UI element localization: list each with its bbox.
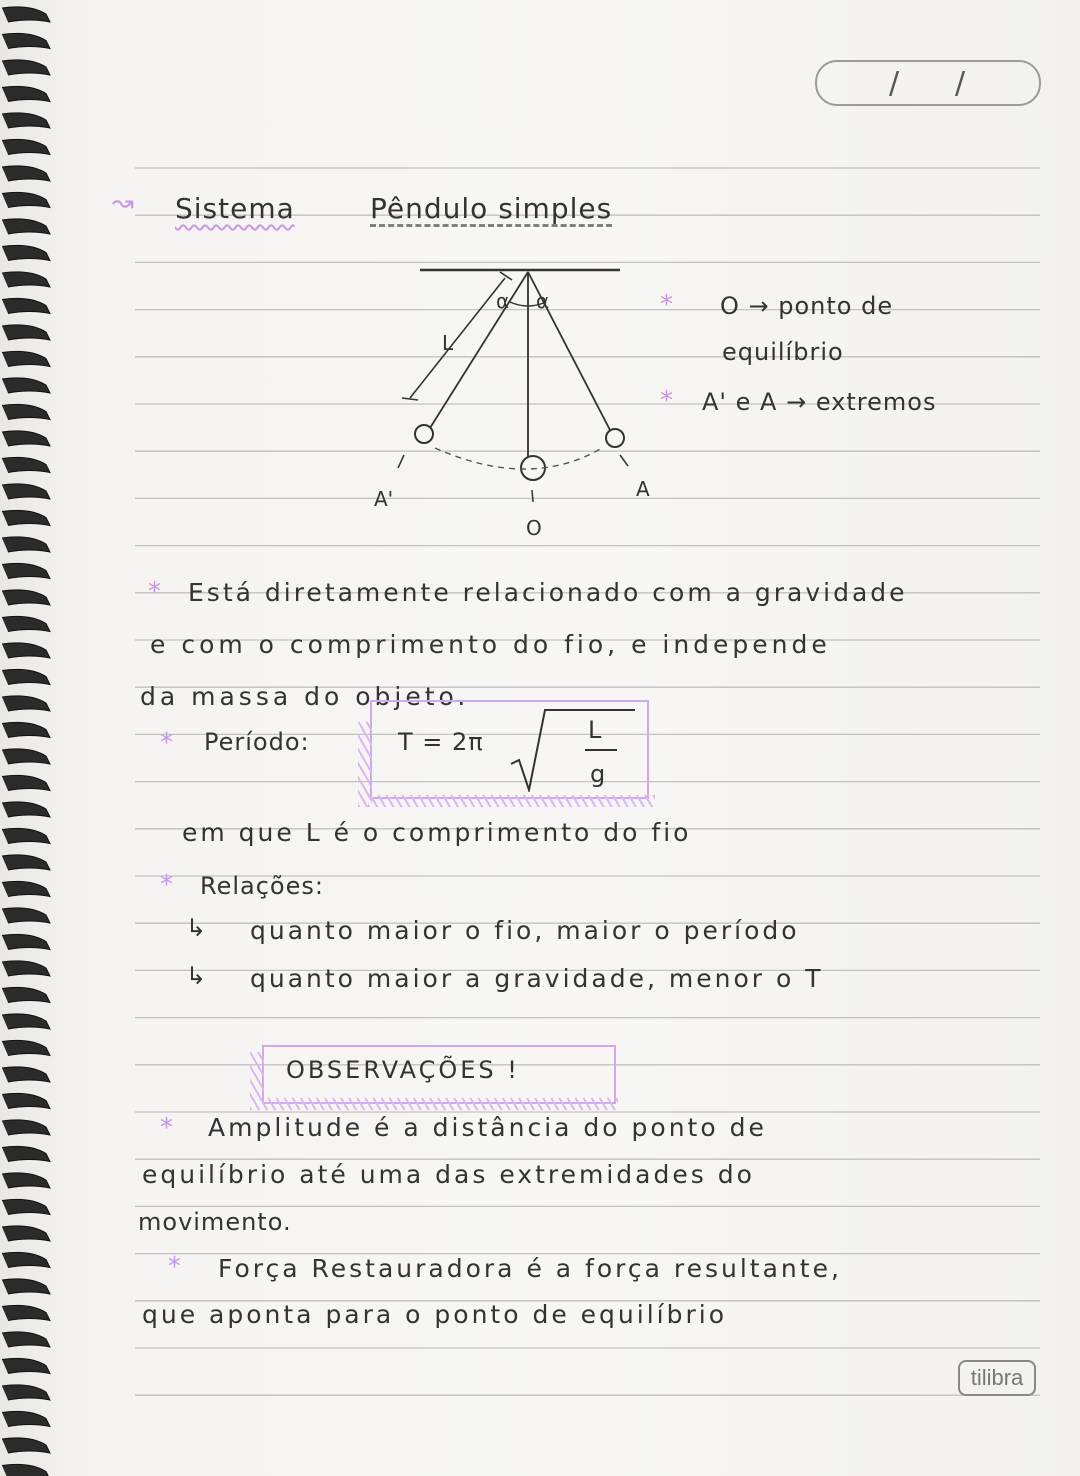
- amplitude-line-3: movimento.: [138, 1208, 292, 1236]
- legend-line-2: equilíbrio: [722, 338, 844, 366]
- label-a-prime: A': [374, 487, 394, 511]
- date-box[interactable]: [815, 60, 1041, 106]
- formula-denominator: g: [590, 760, 607, 788]
- length-marker: [410, 278, 505, 398]
- relation-2: quanto maior a gravidade, menor o T: [250, 964, 824, 993]
- star-icon: *: [160, 870, 174, 900]
- star-icon: *: [660, 386, 674, 416]
- star-icon: *: [160, 1113, 174, 1143]
- formula-lhs: T = 2π: [398, 728, 484, 756]
- formula-shadow: [358, 722, 372, 807]
- body-line-3: da massa do objeto.: [140, 682, 470, 711]
- title-arrow-icon: ↝: [112, 188, 135, 218]
- star-icon: *: [160, 728, 174, 758]
- date-separator: /: [889, 66, 900, 101]
- star-icon: *: [168, 1252, 182, 1282]
- relacoes-label: Relações:: [200, 872, 324, 900]
- bob-left: [415, 425, 433, 443]
- star-icon: *: [148, 577, 162, 607]
- arrow-icon: ↳: [186, 914, 208, 942]
- relation-1: quanto maior o fio, maior o período: [250, 916, 800, 945]
- legend-line-3: A' e A → extremos: [702, 388, 937, 416]
- periodo-label: Período:: [204, 728, 310, 756]
- angle-label-right: α: [536, 289, 550, 313]
- body-line-1: Está diretamente relacionado com a gravidade: [188, 578, 908, 607]
- formula-shadow: [368, 795, 655, 807]
- obs-shadow: [258, 1098, 618, 1110]
- bob-right: [606, 429, 624, 447]
- forca-line-1: Força Restauradora é a força resultante,: [218, 1254, 842, 1283]
- amplitude-line-2: equilíbrio até uma das extremidades do: [142, 1160, 755, 1189]
- title-pendulo: Pêndulo simples: [370, 192, 613, 225]
- arrow-icon: ↳: [186, 962, 208, 990]
- length-label: L: [442, 331, 454, 355]
- label-a: A: [636, 477, 650, 501]
- formula-numerator: L: [588, 716, 603, 744]
- body-line-2: e com o comprimento do fio, e independe: [150, 630, 831, 659]
- obs-shadow: [250, 1052, 264, 1110]
- bob-center: [521, 456, 545, 480]
- trajectory-arc: [435, 448, 602, 469]
- body-line-5: em que L é o comprimento do fio: [182, 818, 692, 847]
- observations-title: OBSERVAÇÕES !: [286, 1056, 520, 1084]
- legend-line-1: O → ponto de: [720, 292, 894, 320]
- date-separator: /: [955, 66, 966, 101]
- angle-label-left: α: [496, 289, 510, 313]
- amplitude-line-1: Amplitude é a distância do ponto de: [208, 1113, 767, 1142]
- sqrt-symbol: [505, 702, 645, 792]
- label-o: O: [526, 516, 542, 540]
- tilibra-logo: tilibra: [958, 1360, 1036, 1396]
- star-icon: *: [660, 290, 674, 320]
- forca-line-2: que aponta para o ponto de equilíbrio: [142, 1300, 727, 1329]
- title-sistema: Sistema: [175, 192, 295, 225]
